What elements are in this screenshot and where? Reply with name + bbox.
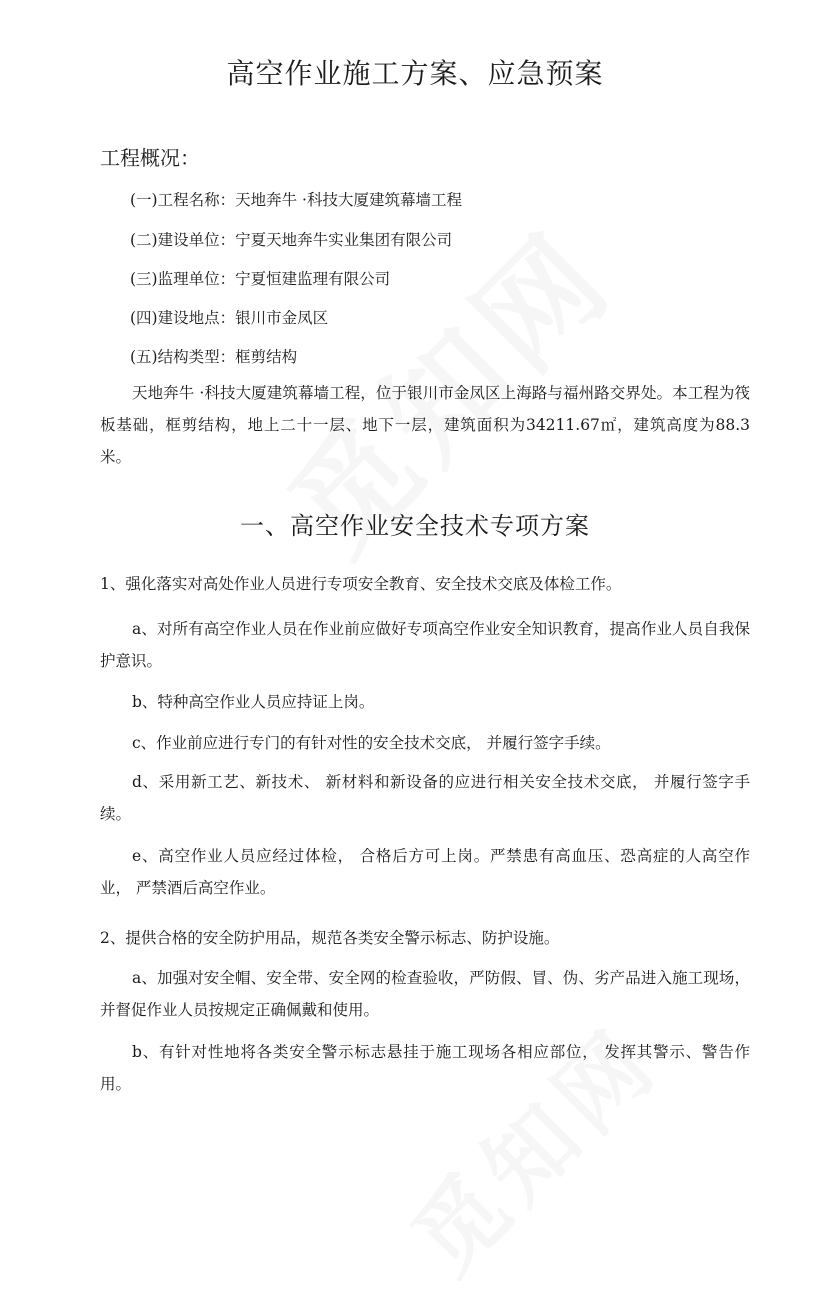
info-structure-type: (五)结构类型：框剪结构 [130, 348, 298, 366]
point-2a: a、加强对安全帽、安全带、安全网的检查验收，严防假、冒、伪、劣产品进入施工现场，并督促作业人员按规定正确佩戴和使用。 [100, 969, 750, 1019]
document-title: 高空作业施工方案、应急预案 [226, 57, 604, 90]
info-supervision-unit: (三)监理单位：宁夏恒建监理有限公司 [130, 270, 391, 288]
point-2b: b、有针对性地将各类安全警示标志悬挂于施工现场各相应部位， 发挥其警示、警告作用。 [100, 1043, 750, 1093]
overview-heading: 工程概况： [100, 146, 200, 170]
info-location: (四)建设地点：银川市金凤区 [130, 309, 329, 327]
overview-description: 天地奔牛 ·科技大厦建筑幕墙工程，位于银川市金凤区上海路与福州路交界处。本工程为筏板基础，框剪结构，地上二十一层、地下一层，建筑面积为34211.67㎡，建筑高度为88.3米。 [100, 384, 750, 466]
point-1c: c、作业前应进行专门的有针对性的安全技术交底， 并履行签字手续。 [132, 734, 611, 752]
point-1d: d、采用新工艺、新技术、 新材料和新设备的应进行相关安全技术交底， 并履行签字手续。 [100, 773, 750, 823]
point-1b: b、特种高空作业人员应持证上岗。 [132, 693, 375, 711]
point-1e: e、高空作业人员应经过体检， 合格后方可上岗。严禁患有高血压、恐高症的人高空作业， 严禁酒后高空作业。 [100, 847, 750, 897]
info-project-name: (一)工程名称：天地奔牛 ·科技大厦建筑幕墙工程 [130, 191, 462, 209]
point-1: 1、强化落实对高处作业人员进行专项安全教育、安全技术交底及体检工作。 [100, 575, 622, 593]
point-2: 2、提供合格的安全防护用品，规范各类安全警示标志、防护设施。 [100, 929, 560, 947]
point-1a: a、对所有高空作业人员在作业前应做好专项高空作业安全知识教育，提高作业人员自我保护意识。 [100, 620, 750, 670]
info-construction-unit: (二)建设单位：宁夏天地奔牛实业集团有限公司 [130, 231, 453, 249]
section-1-heading: 一、高空作业安全技术专项方案 [240, 512, 590, 540]
